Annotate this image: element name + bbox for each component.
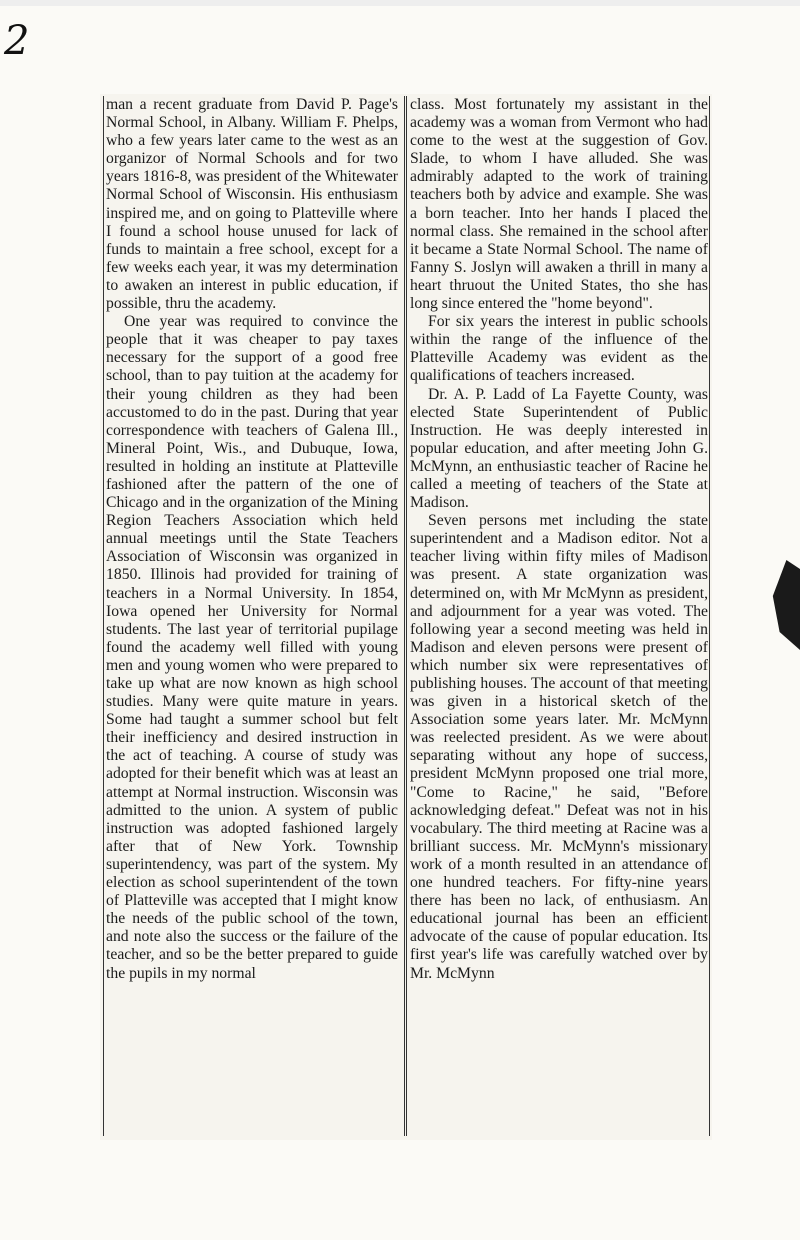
right-paragraph-3: Dr. A. P. Ladd of La Fayette County, was elected State Superintendent of Public Instruction. He was deeply interested in popular education, and after meeting John G. McMynn, an enthusiastic teacher of Racine he called a meeting of teachers of the State at Madison. [410, 385, 708, 512]
page-top-edge [0, 0, 800, 6]
left-column [106, 96, 398, 983]
left-paragraph-1: man a recent graduate from David P. Page's Normal School, in Albany. William F. Phelps, who a few years later came to the west as an organizor of Normal Schools and for two years 1816-8, was president of the Whitewater Normal School of Wisconsin. His enthusiasm inspired me, and on going to Platteville where I found a school house unused for lack of funds to maintain a free school, except for a few weeks each year, it was my determination to awaken an interest in public education, if possible, thru the academy. [106, 96, 399, 313]
left-paragraph-2: One year was required to convince the people that it was cheaper to pay taxes necessary for the support of a good free school, than to pay tuition at the academy for their young children as they had been accustomed to do in the past. During that year correspondence with teachers of Galena Ill., Mineral Point, Wis., and Dubuque, Iowa, resulted in holding an institute at Platteville fashioned after the pattern of the one of Chicago and in the organization of the Mining Region Teachers Association which held annual meetings until the State Teachers Association of Wisconsin was organized in 1850. Illinois had provided for training of teachers in a Normal University. In 1854, Iowa opened her University for Normal students. The last year of territorial pupilage found the academy well filled with young men and young women who were prepared to take up what are now known as high school studies. Many were quite mature in years. Some had taught a summer school but felt their inefficiency and desired instruction in the act of teaching. A course of study was adopted for their benefit which was at least an attempt at Normal instruction. Wisconsin was admitted to the union. A system of public instruction was adopted fashioned largely after that of New York. Township superintendency, was part of the system. My election as school superintendent of the town of Platteville was accepted that I might know the needs of the public school of the town, and note also the success or the failure of the teacher, and so be the better prepared to guide the pupils in my normal [106, 313, 398, 982]
column-rule-middle [404, 96, 407, 1136]
right-paragraph-1: class. Most fortunately my assistant in the academy was a woman from Vermont who had come to the west at the suggestion of Gov. Slade, to whom I have alluded. She was admirably adapted to the work of training teachers both by advice and example. She was a born teacher. Into her hands I placed the normal class. She remained in the school after it became a State Normal School. The name of Fanny S. Joslyn will awaken a thrill in many a heart thruout the United States, tho she has long since entered the "home beyond". [410, 96, 708, 313]
right-paragraph-4: Seven persons met including the state superintendent and a Madison editor. Not a teacher living within fifty miles of Madison was present. A state organization was determined on, with Mr McMynn as president, and adjournment for a year was voted. The following year a second meeting was held in Madison and eleven persons were present of which number six were representatives of publishing houses. The account of that meeting was given in a historical sketch of the Association some years later. Mr. McMynn was reelected president. As we were about separating without any hope of success, president McMynn proposed one trial more, "Come to Racine," he said, "Before acknowledging defeat." Defeat was not in his vocabulary. The third meeting at Racine was a brilliant success. Mr. McMynn's missionary work of a month resulted in an attendance of one hundred teachers. For fifty-nine years there has been no lack, of enthusiasm. An educational journal has been an efficient advocate of the cause of popular education. Its first year's life was carefully watched over by Mr. McMynn [410, 512, 708, 982]
page-number: 2 [4, 18, 30, 64]
torn-edge-shadow [766, 560, 800, 650]
column-rule-left [103, 96, 104, 1136]
right-paragraph-2: For six years the interest in public schools within the range of the influence of the Platteville Academy was evident as the qualifications of teachers increased. [410, 313, 708, 385]
right-column [410, 96, 708, 983]
column-rule-right [709, 96, 710, 1136]
